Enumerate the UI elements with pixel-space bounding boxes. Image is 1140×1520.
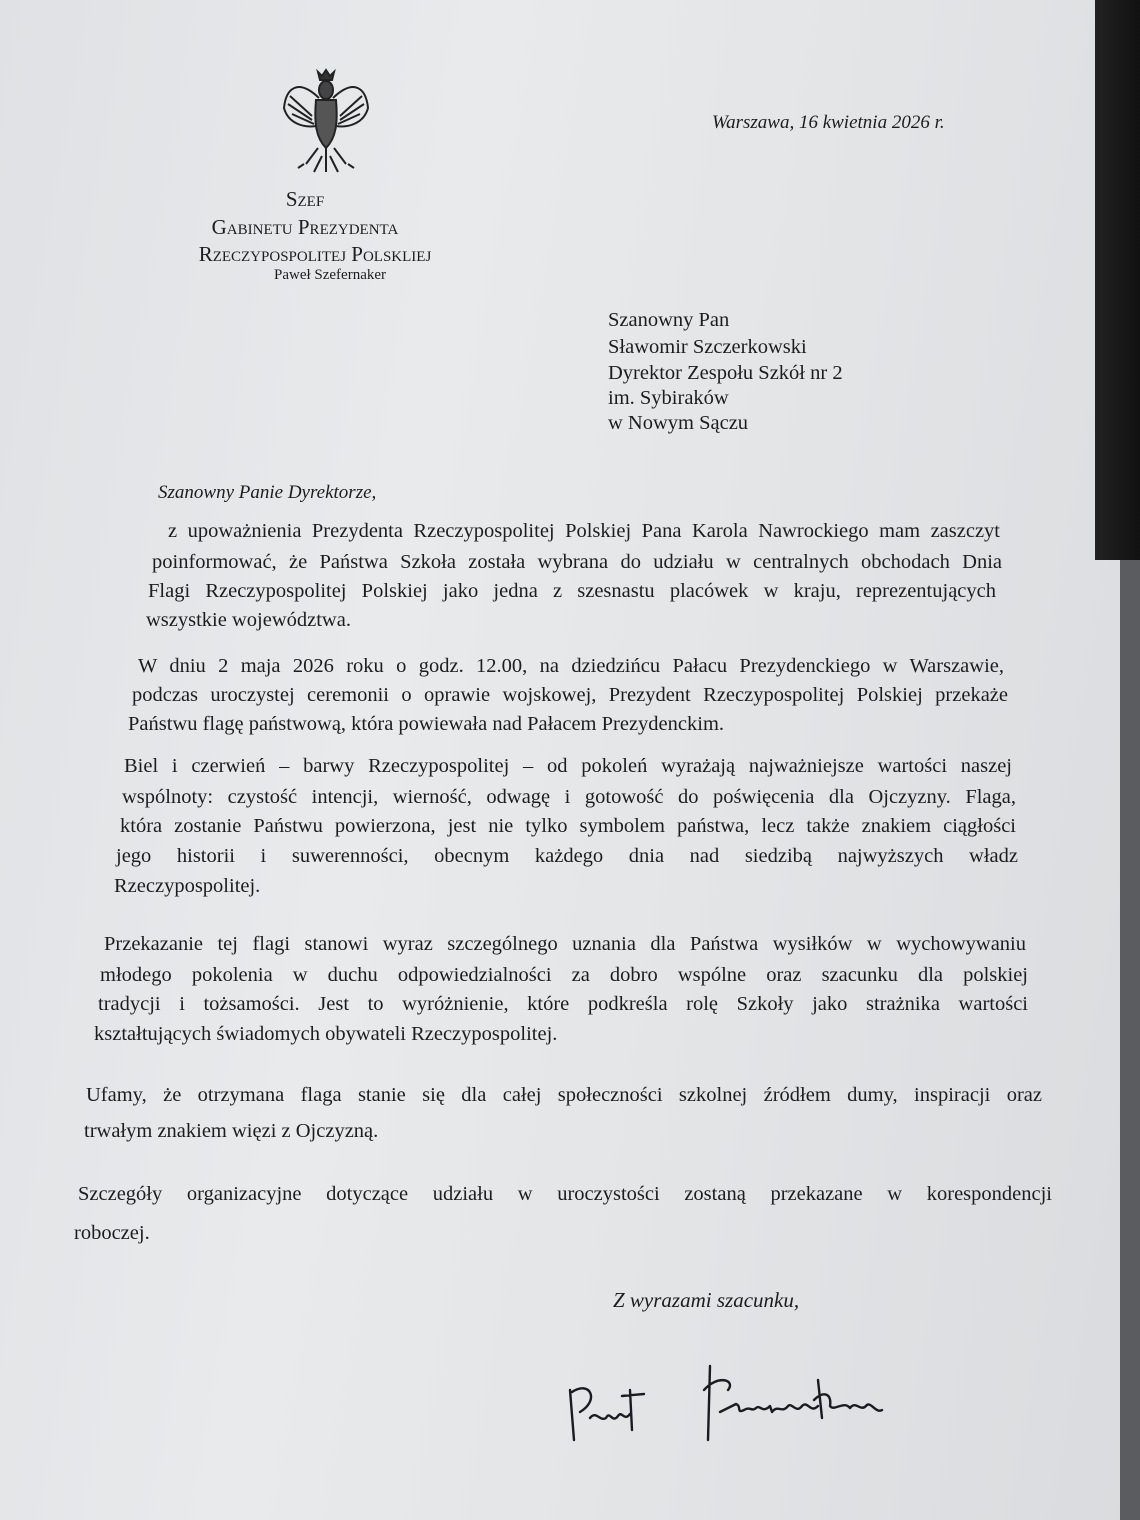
paragraph-line: jego historii i suwerenności, obecnym każdego dnia nad siedzibą najwyższych władz	[116, 845, 1018, 867]
letterhead-title: Gabinetu Prezydenta	[211, 215, 399, 239]
paragraph-line: Flagi Rzeczypospolitej Polskiej jako jedna z szesnastu placówek w kraju, reprezentujących	[148, 580, 996, 602]
background-surface	[1120, 560, 1140, 1520]
polish-eagle-emblem	[278, 68, 374, 178]
letter-date: Warszawa, 16 kwietnia 2026 r.	[712, 112, 945, 133]
letterhead-title: Rzeczypospolitej Polskliej	[198, 242, 432, 266]
recipient-line: Sławomir Szczerkowski	[608, 336, 807, 358]
paragraph-line: poinformować, że Państwa Szkoła została wybrana do udziału w centralnych obchodach Dnia	[152, 551, 1002, 573]
recipient-line: w Nowym Sączu	[608, 412, 749, 434]
paragraph-line: W dniu 2 maja 2026 roku o godz. 12.00, na dziedzińcu Pałacu Prezydenckiego w Warszawie,	[138, 655, 1004, 677]
letterhead-name: Paweł Szefernaker	[273, 267, 387, 283]
paragraph-line: Ufamy, że otrzymana flaga stanie się dla całej społeczności szkolnej źródłem dumy, inspiracji oraz	[86, 1084, 1042, 1106]
paragraph-line: Przekazanie tej flagi stanowi wyraz szczególnego uznania dla Państwa wysiłków w wychowywaniu	[104, 933, 1026, 955]
paragraph-line: Państwu flagę państwową, która powiewała nad Pałacem Prezydenckim.	[128, 713, 725, 735]
salutation: Szanowny Panie Dyrektorze,	[158, 482, 377, 503]
paragraph-line: Szczegóły organizacyjne dotyczące udziału w uroczystości zostaną przekazane w korespondencji	[78, 1183, 1052, 1205]
recipient-line: im. Sybiraków	[608, 387, 729, 409]
paragraph-line: wszystkie województwa.	[146, 609, 351, 631]
closing: Z wyrazami szacunku,	[613, 1288, 800, 1312]
paragraph-line: roboczej.	[74, 1222, 150, 1244]
paragraph-line: kształtujących świadomych obywateli Rzeczypospolitej.	[94, 1023, 558, 1045]
recipient-line: Szanowny Pan	[608, 309, 730, 331]
recipient-line: Dyrektor Zespołu Szkół nr 2	[608, 362, 843, 384]
paragraph-line: podczas uroczystej ceremonii o oprawie wojskowej, Prezydent Rzeczypospolitej Polskiej przekaże	[132, 684, 1008, 706]
background-surface	[1095, 0, 1140, 560]
letterhead-title: Szef	[285, 187, 325, 211]
handwritten-signature	[560, 1360, 930, 1450]
paragraph-line: wspólnoty: czystość intencji, wierność, odwagę i gotowość do poświęcenia dla Ojczyzny. Flaga,	[122, 786, 1016, 808]
paragraph-line: młodego pokolenia w duchu odpowiedzialności za dobro wspólne oraz szacunku dla polskiej	[100, 964, 1028, 986]
paragraph-line: trwałym znakiem więzi z Ojczyzną.	[84, 1120, 379, 1142]
paragraph-line: Biel i czerwień – barwy Rzeczypospolitej – od pokoleń wyrażają najważniejsze wartości naszej	[124, 755, 1012, 777]
paragraph-line: z upoważnienia Prezydenta Rzeczypospolitej Polskiej Pana Karola Nawrockiego mam zaszczyt	[168, 520, 1000, 542]
paragraph-line: która zostanie Państwu powierzona, jest nie tylko symbolem państwa, lecz także znakiem ciągłości	[120, 815, 1016, 837]
paragraph-line: tradycji i tożsamości. Jest to wyróżnienie, które podkreśla rolę Szkoły jako strażnika wartości	[98, 993, 1028, 1015]
paragraph-line: Rzeczypospolitej.	[114, 875, 261, 897]
